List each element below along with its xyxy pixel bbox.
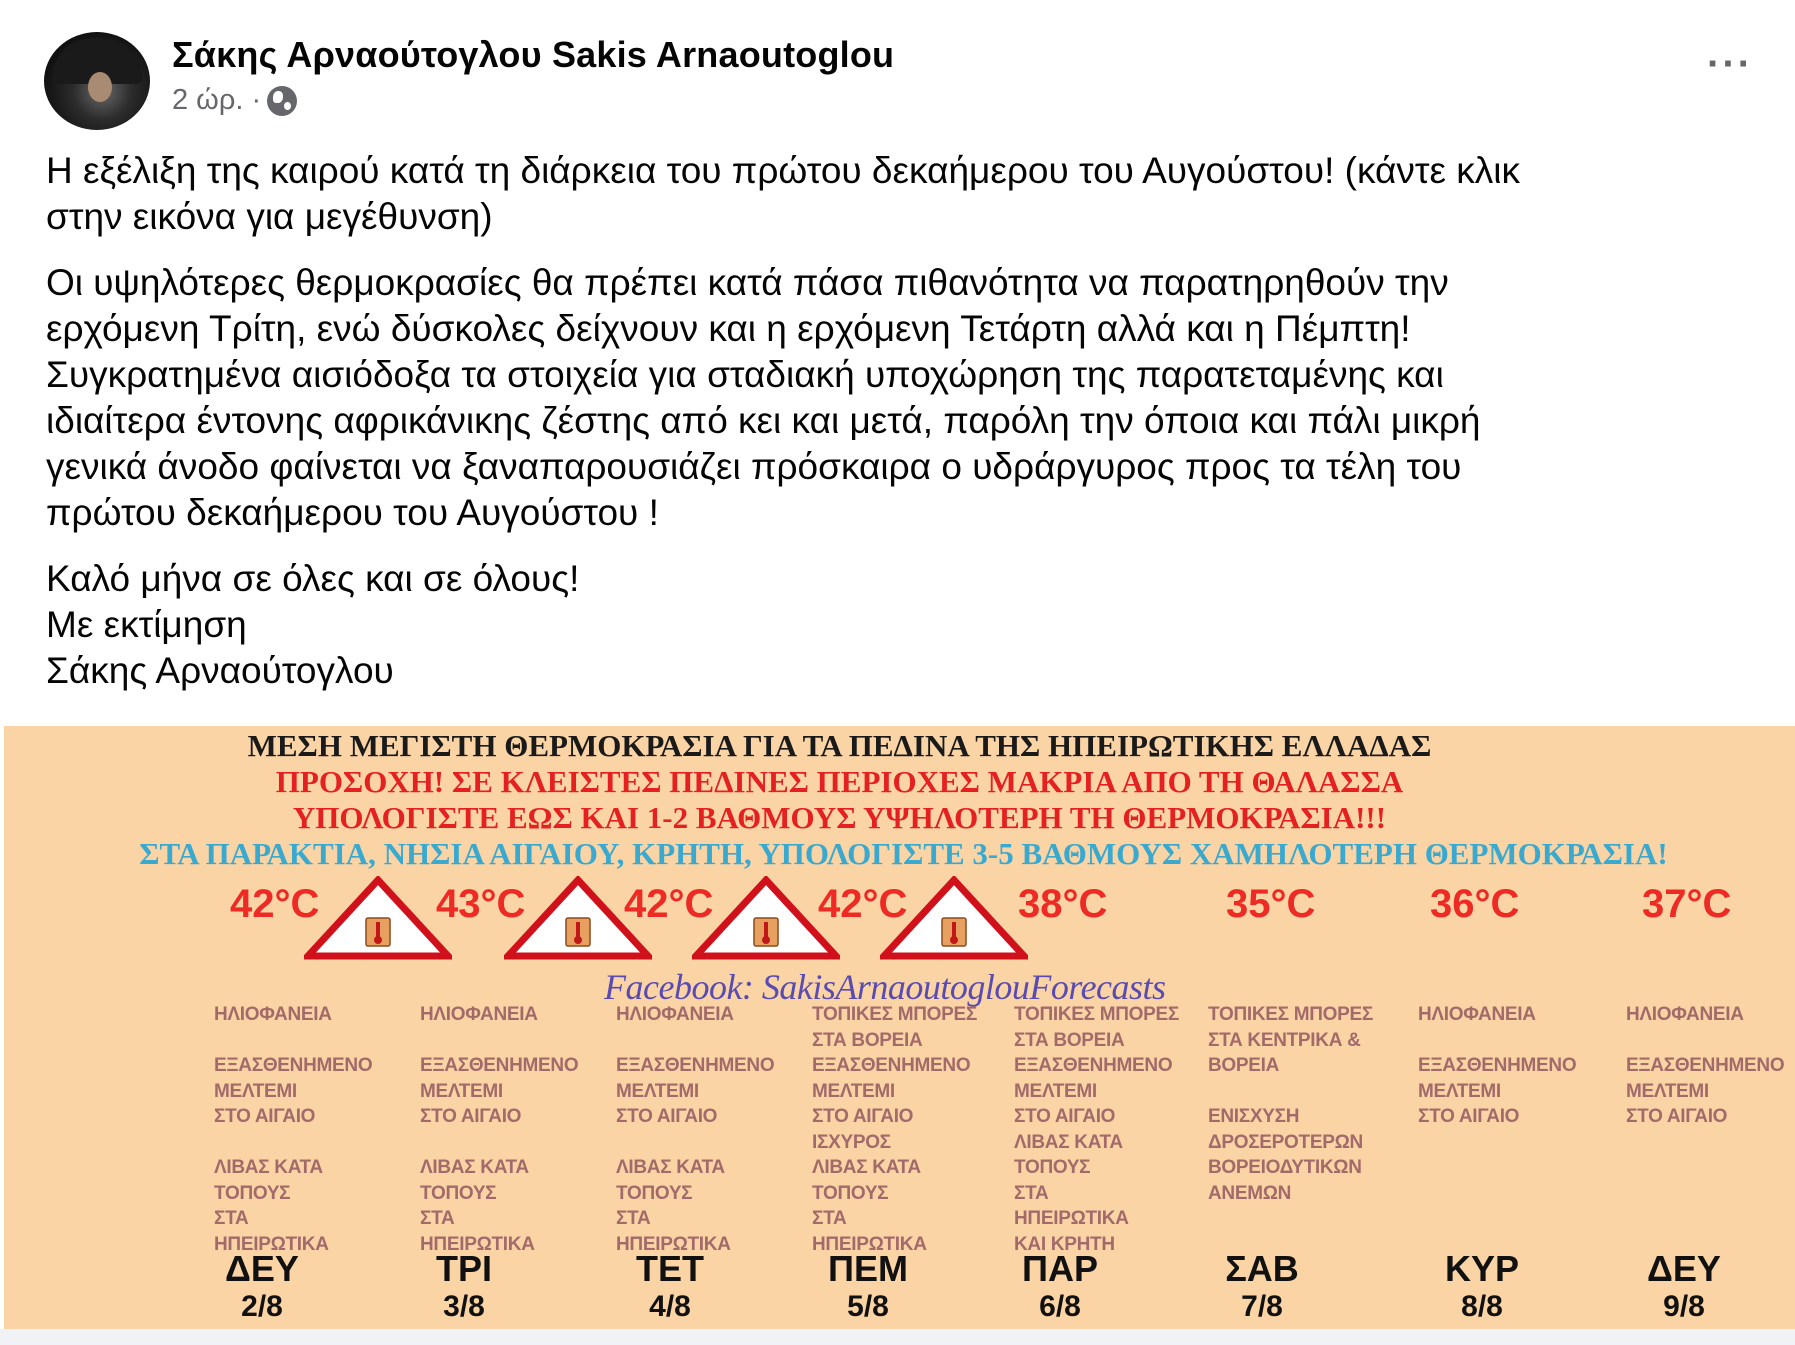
day-name: ΔΕΥ (225, 1248, 299, 1289)
day-conditions: ΗΛΙΟΦΑΝΕΙΑ ΕΞΑΣΘΕΝΗΜΕΝΟ ΜΕΛΤΕΜΙ ΣΤΟ ΑΙΓΑΙΟ (1418, 1004, 1577, 1127)
forecast-warning-line: ΠΡΟΣΟΧΗ! ΣΕ ΚΛΕΙΣΤΕΣ ΠΕΔΙΝΕΣ ΠΕΡΙΟΧΕΣ ΜΑΚΡΙΑ ΑΠΟ ΤΗ ΘΑΛΑΣΣΑ (275, 764, 1404, 799)
day-date: 2/8 (241, 1290, 283, 1323)
day-name: ΤΡΙ (435, 1248, 492, 1289)
day-conditions: ΗΛΙΟΦΑΝΕΙΑ ΕΞΑΣΘΕΝΗΜΕΝΟ ΜΕΛΤΕΜΙ ΣΤΟ ΑΙΓΑΙΟ ΛΙΒΑΣ ΚΑΤΑ ΤΟΠΟΥΣ ΣΤΑ ΗΠΕΙΡΩΤΙΚΑ (420, 1004, 579, 1255)
day-date: 5/8 (847, 1290, 889, 1323)
day-date: 4/8 (649, 1290, 691, 1323)
post-meta (172, 84, 297, 117)
heat-warning-icon (880, 876, 1028, 960)
forecast-coastal-note: ΣΤΑ ΠΑΡΑΚΤΙΑ, ΝΗΣΙΑ ΑΙΓΑΙΟΥ, ΚΡΗΤΗ, ΥΠΟΛΟΓΙΣΤΕ 3-5 ΒΑΘΜΟΥΣ ΧΑΜΗΛΟΤΕΡΗ ΘΕΡΜΟΚΡΑΣΙΑ! (139, 836, 1668, 871)
day-temperature: 35°C (1226, 882, 1316, 926)
day-temperature: 37°C (1642, 882, 1732, 926)
forecast-image[interactable] (4, 726, 1795, 1329)
day-name: ΣΑΒ (1225, 1248, 1299, 1289)
day-name: ΠΑΡ (1021, 1248, 1098, 1289)
day-date: 6/8 (1039, 1290, 1081, 1323)
day-date: 7/8 (1241, 1290, 1283, 1323)
day-conditions: ΤΟΠΙΚΕΣ ΜΠΟΡΕΣ ΣΤΑ ΒΟΡΕΙΑ ΕΞΑΣΘΕΝΗΜΕΝΟ ΜΕΛΤΕΜΙ ΣΤΟ ΑΙΓΑΙΟ ΙΣΧΥΡΟΣ ΛΙΒΑΣ ΚΑΤΑ ΤΟΠΟΥΣ ΣΤΑ ΗΠΕΙΡΩΤΙΚΑ (812, 1004, 977, 1255)
day-temperature: 36°C (1430, 882, 1520, 926)
more-options-button[interactable]: ··· (1707, 42, 1753, 86)
day-name: ΚΥΡ (1444, 1248, 1520, 1289)
day-temperature: 42°C (624, 882, 714, 926)
day-conditions: ΤΟΠΙΚΕΣ ΜΠΟΡΕΣ ΣΤΑ ΒΟΡΕΙΑ ΕΞΑΣΘΕΝΗΜΕΝΟ ΜΕΛΤΕΜΙ ΣΤΟ ΑΙΓΑΙΟ ΛΙΒΑΣ ΚΑΤΑ ΤΟΠΟΥΣ ΣΤΑ ΗΠΕΙΡΩΤΙΚΑ ΚΑΙ ΚΡΗΤΗ (1014, 1004, 1179, 1255)
day-temperature: 42°C (818, 882, 908, 926)
day-name: ΔΕΥ (1647, 1248, 1721, 1289)
day-name: ΤΕΤ (636, 1248, 704, 1289)
forecast-title: ΜΕΣΗ ΜΕΓΙΣΤΗ ΘΕΡΜΟΚΡΑΣΙΑ ΓΙΑ ΤΑ ΠΕΔΙΝΑ ΤΗΣ ΗΠΕΙΡΩΤΙΚΗΣ ΕΛΛΑΔΑΣ (247, 728, 1432, 763)
post-paragraph: Η εξέλιξη της καιρού κατά τη διάρκεια του πρώτου δεκαήμερου του Αυγούστου! (κάντε κλικ στην εικόνα για μεγέθυνση) (46, 150, 1521, 237)
day-temperature: 42°C (230, 882, 320, 926)
post-paragraph: Οι υψηλότερες θερμοκρασίες θα πρέπει κατά πάσα πιθανότητα να παρατηρηθούν την ερχόμενη Τρίτη, ενώ δύσκολες δείχνουν και η ερχόμενη Τετάρτη αλλά και η Πέμπτη! Συγκρατημένα αισιόδοξα τα στοιχεία για σταδιακή υποχώρηση της παρατεταμένης και ιδιαίτερα έντονης αφρικάνικης ζέστης από κει και μετά, παρόλη την όποια και πάλι μικρή γενικά άνοδο φαίνεται να ξαναπαρουσιάζει πρόσκαιρα ο υδράργυρος προς τα τέλη του πρώτου δεκαήμερου του Αυγούστου ! (46, 262, 1481, 533)
day-name: ΠΕΜ (828, 1248, 908, 1289)
post-paragraph: Καλό μήνα σε όλες και σε όλους! Με εκτίμηση Σάκης Αρναούτογλου (46, 558, 580, 691)
author-avatar[interactable] (44, 32, 150, 130)
avatar-face (88, 72, 112, 102)
day-conditions: ΗΛΙΟΦΑΝΕΙΑ ΕΞΑΣΘΕΝΗΜΕΝΟ ΜΕΛΤΕΜΙ ΣΤΟ ΑΙΓΑΙΟ ΛΙΒΑΣ ΚΑΤΑ ΤΟΠΟΥΣ ΣΤΑ ΗΠΕΙΡΩΤΙΚΑ (616, 1004, 775, 1255)
feed-background (0, 1329, 1795, 1345)
day-date: 8/8 (1461, 1290, 1503, 1323)
forecast-warning-line: ΥΠΟΛΟΓΙΣΤΕ ΕΩΣ ΚΑΙ 1-2 ΒΑΘΜΟΥΣ ΥΨΗΛΟΤΕΡΗ ΤΗ ΘΕΡΜΟΚΡΑΣΙΑ!!! (292, 800, 1387, 835)
day-date: 9/8 (1663, 1290, 1705, 1323)
day-temperature: 38°C (1018, 882, 1108, 926)
globe-icon (267, 86, 297, 116)
facebook-tag: Facebook: SakisArnaoutoglouForecasts (604, 967, 1166, 1007)
post-text (46, 148, 1766, 714)
day-date: 3/8 (443, 1290, 485, 1323)
heat-warning-icon (304, 876, 452, 960)
post-header (44, 32, 1765, 132)
day-conditions: ΤΟΠΙΚΕΣ ΜΠΟΡΕΣ ΣΤΑ ΚΕΝΤΡΙΚΑ & ΒΟΡΕΙΑ ΕΝΙΣΧΥΣΗ ΔΡΟΣΕΡΟΤΕΡΩΝ ΒΟΡΕΙΟΔΥΤΙΚΩΝ ΑΝΕΜΩΝ (1208, 1004, 1373, 1204)
post-timestamp[interactable]: 2 ώρ. · (172, 84, 262, 116)
day-temperature: 43°C (436, 882, 526, 926)
author-name[interactable]: Σάκης Αρναούτογλου Sakis Arnaoutoglou (172, 34, 895, 75)
day-conditions: ΗΛΙΟΦΑΝΕΙΑ ΕΞΑΣΘΕΝΗΜΕΝΟ ΜΕΛΤΕΜΙ ΣΤΟ ΑΙΓΑΙΟ (1626, 1004, 1785, 1127)
day-conditions: ΗΛΙΟΦΑΝΕΙΑ ΕΞΑΣΘΕΝΗΜΕΝΟ ΜΕΛΤΕΜΙ ΣΤΟ ΑΙΓΑΙΟ ΛΙΒΑΣ ΚΑΤΑ ΤΟΠΟΥΣ ΣΤΑ ΗΠΕΙΡΩΤΙΚΑ (214, 1004, 373, 1255)
